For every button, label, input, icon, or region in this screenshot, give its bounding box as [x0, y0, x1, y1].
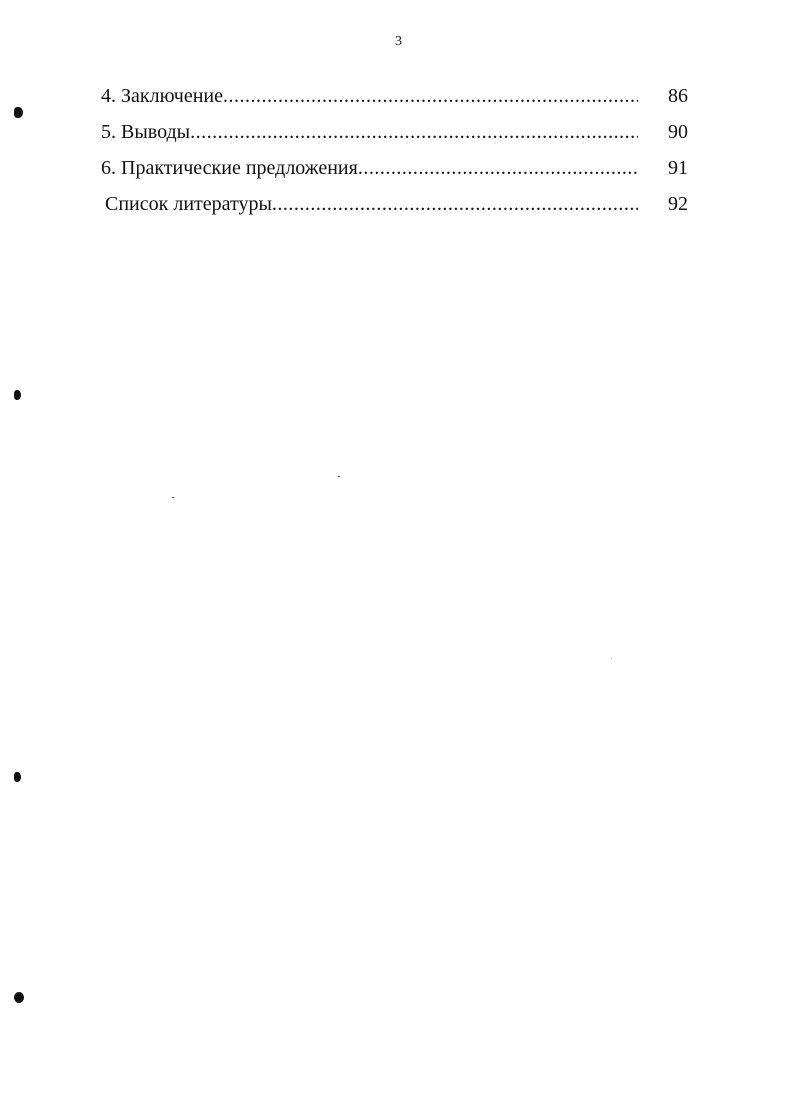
- toc-entry: [101, 118, 688, 154]
- toc-entry-title: 5. Выводы: [101, 121, 191, 143]
- toc-dot-leader: [358, 154, 638, 182]
- toc-entry-page: 91: [668, 157, 688, 179]
- table-of-contents: [101, 82, 688, 226]
- toc-entry: [101, 154, 688, 190]
- page-number: 3: [395, 34, 402, 49]
- toc-dot-leader: [272, 190, 638, 218]
- punch-hole-mark: [14, 992, 24, 1003]
- toc-entry: [101, 190, 688, 226]
- toc-entry-page: 86: [668, 85, 688, 107]
- punch-hole-mark: [14, 107, 23, 118]
- toc-entry-page: 90: [668, 121, 688, 143]
- toc-dot-leader: [190, 118, 638, 146]
- scan-speck: [611, 658, 612, 659]
- scan-speck: [338, 476, 340, 477]
- toc-entry-page: 92: [668, 193, 688, 215]
- punch-hole-mark: [14, 390, 21, 400]
- scan-speck: [172, 497, 174, 498]
- toc-entry-title: 4. Заключение: [101, 85, 223, 107]
- toc-entry-title: Список литературы: [105, 193, 272, 215]
- toc-entry-title: 6. Практические предложения: [101, 157, 358, 179]
- toc-entry: [101, 82, 688, 118]
- punch-hole-mark: [14, 772, 21, 782]
- toc-dot-leader: [223, 82, 638, 110]
